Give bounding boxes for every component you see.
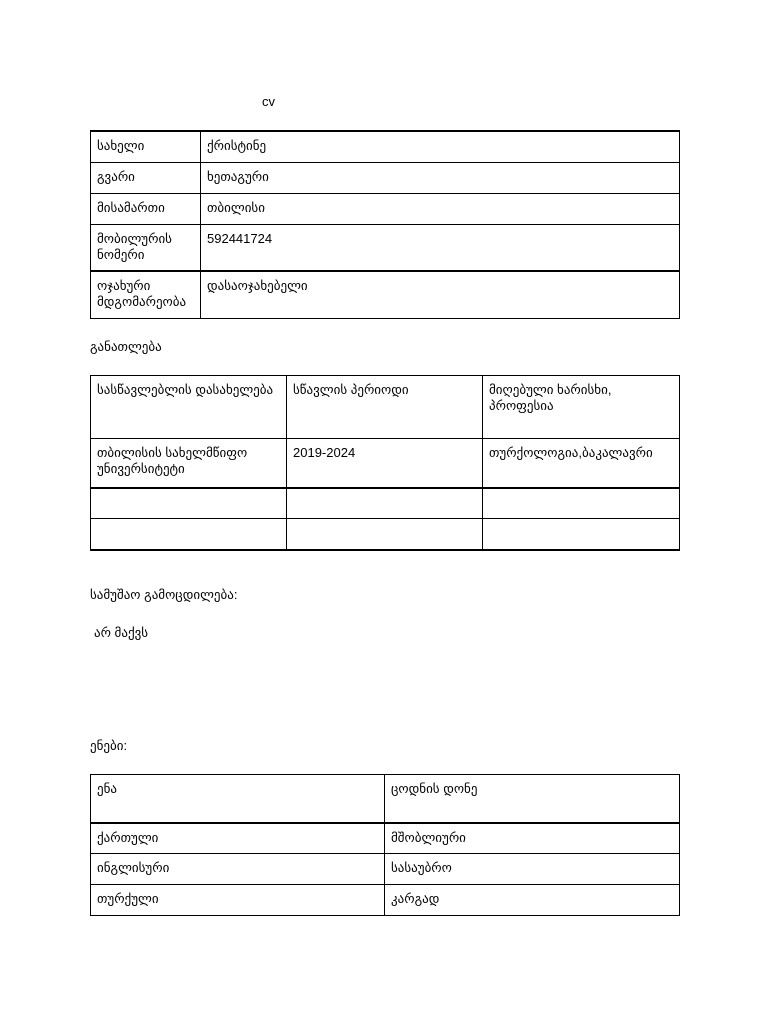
phone-value: 592441724 [201,224,680,271]
education-heading: განათლება [90,339,162,354]
table-row [91,854,680,885]
table-header-row [91,376,680,439]
language-header: ენა [91,775,385,823]
table-cell [91,519,287,550]
education-table [90,375,680,551]
table-cell: თურქოლოგია,ბაკალავრი [483,439,680,488]
languages-heading: ენები: [90,738,128,753]
name-value: ქრისტინე [201,131,680,162]
table-row [91,885,680,916]
phone-label: მობილურის ნომერი [91,224,201,271]
document-title: cv [262,94,275,109]
table-cell [483,488,680,519]
languages-table [90,774,680,916]
table-row [91,439,680,488]
table-row [91,271,680,318]
table-row [91,131,680,162]
institution-header: სასწავლებლის დასახელება [91,376,287,439]
table-cell: 2019-2024 [287,439,483,488]
personal-info-table [90,130,680,319]
table-cell: თურქული [91,885,385,916]
degree-header: მიღებული ხარისხი, პროფესია [483,376,680,439]
table-header-row [91,775,680,823]
table-cell: ინგლისური [91,854,385,885]
table-row [91,823,680,854]
table-cell [287,488,483,519]
experience-heading: სამუშაო გამოცდილება: [90,587,238,602]
marital-status-value: დასაოჯახებელი [201,271,680,318]
address-label: მისამართი [91,193,201,224]
table-row [91,224,680,271]
table-row [91,488,680,519]
marital-status-label: ოჯახური მდგომარეობა [91,271,201,318]
table-cell [483,519,680,550]
name-label: სახელი [91,131,201,162]
level-header: ცოდნის დონე [385,775,680,823]
table-cell: ქართული [91,823,385,854]
table-row [91,193,680,224]
address-value: თბილისი [201,193,680,224]
table-cell [287,519,483,550]
table-cell: კარგად [385,885,680,916]
table-cell [91,488,287,519]
period-header: სწავლის პერიოდი [287,376,483,439]
table-cell: თბილისის სახელმწიფო უნივერსიტეტი [91,439,287,488]
experience-text: არ მაქვს [94,625,149,640]
surname-value: ხეთაგური [201,162,680,193]
table-row [91,162,680,193]
table-cell: სასაუბრო [385,854,680,885]
surname-label: გვარი [91,162,201,193]
table-cell: მშობლიური [385,823,680,854]
table-row [91,519,680,550]
